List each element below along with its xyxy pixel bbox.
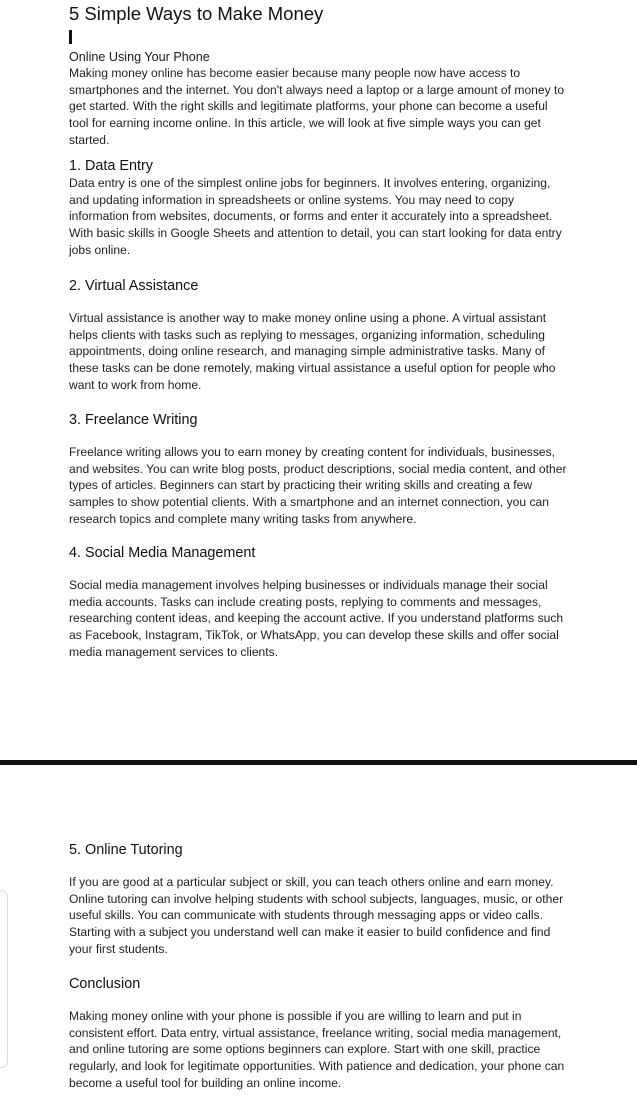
intro-paragraph[interactable]: Making money online has become easier because many people now have access to smartphones and the internet. You don't always need a laptop or a large amount of money to get started. With the right skills and legitimate platforms, your phone can become a useful tool for earning income online. In this article, we will look at five simple ways you can get started. <box>69 66 565 147</box>
section-body[interactable]: Data entry is one of the simplest online jobs for beginners. It involves entering, organizing, and updating information in spreadsheets or online systems. You may need to copy information from websites, documents, or forms and enter it accurately into a spreadsheet. With basic skills in Google Sheets and attention to detail, you can start looking for data entry jobs online. <box>69 176 562 257</box>
text-cursor <box>69 30 72 44</box>
section-conclusion <box>69 975 569 1092</box>
document-subtitle[interactable]: Online Using Your Phone <box>69 50 210 64</box>
section-body[interactable]: If you are good at a particular subject or skill, you can teach others online and earn money. Online tutoring can involve helping students with school subjects, languages, music, or other useful skills. You can communicate with students through messaging apps or video calls. Starting with a subject you understand well can make it easier to build confidence and find your first students. <box>69 875 564 956</box>
section-heading[interactable]: 5. Online Tutoring <box>69 842 183 858</box>
section-heading[interactable]: 3. Freelance Writing <box>69 412 198 428</box>
section-heading[interactable]: 1. Data Entry <box>69 158 153 174</box>
section-heading[interactable]: 4. Social Media Management <box>69 545 256 561</box>
section-online-tutoring <box>69 841 569 958</box>
section-freelance-writing <box>69 411 569 528</box>
section-social-media-management <box>69 544 569 661</box>
side-panel-handle[interactable] <box>0 890 8 1068</box>
page-break <box>0 760 637 765</box>
section-body[interactable]: Virtual assistance is another way to make money online using a phone. A virtual assistant helps clients with tasks such as replying to messages, organizing information, scheduling appointments, doing online research, and managing simple administrative tasks. Many of these tasks can be done remotely, making virtual assistance a useful option for people who want to work from home. <box>69 311 556 392</box>
section-heading[interactable]: 2. Virtual Assistance <box>69 278 199 294</box>
document-page-2 <box>0 766 637 1100</box>
section-body[interactable]: Freelance writing allows you to earn money by creating content for individuals, businesses, and websites. You can write blog posts, product descriptions, social media content, and other types of articles. Beginners can start by practicing their writing skills and creating a few samples to show potential clients. With a smartphone and an internet connection, you can research topics and complete many writing tasks from anywhere. <box>69 445 567 526</box>
section-body[interactable]: Making money online with your phone is possible if you are willing to learn and put in consistent effort. Data entry, virtual assistance, freelance writing, social media management, and online tutoring are some options beginners can explore. Start with one skill, practice regularly, and look for legitimate opportunities. With patience and dedication, your phone can become a useful tool for building an online income. <box>69 1009 565 1090</box>
section-heading[interactable]: Conclusion <box>69 976 141 992</box>
document-title[interactable]: 5 Simple Ways to Make Money <box>69 3 324 24</box>
section-data-entry <box>69 157 569 259</box>
section-virtual-assistance <box>69 277 569 394</box>
section-body[interactable]: Social media management involves helping businesses or individuals manage their social media accounts. Tasks can include creating posts, replying to comments and messages, researching content ideas, and keeping the account active. If you understand platforms such as Facebook, Instagram, TikTok, or WhatsApp, you can develop these skills and offer social media management services to clients. <box>69 578 564 659</box>
page-1-content[interactable] <box>69 3 569 149</box>
